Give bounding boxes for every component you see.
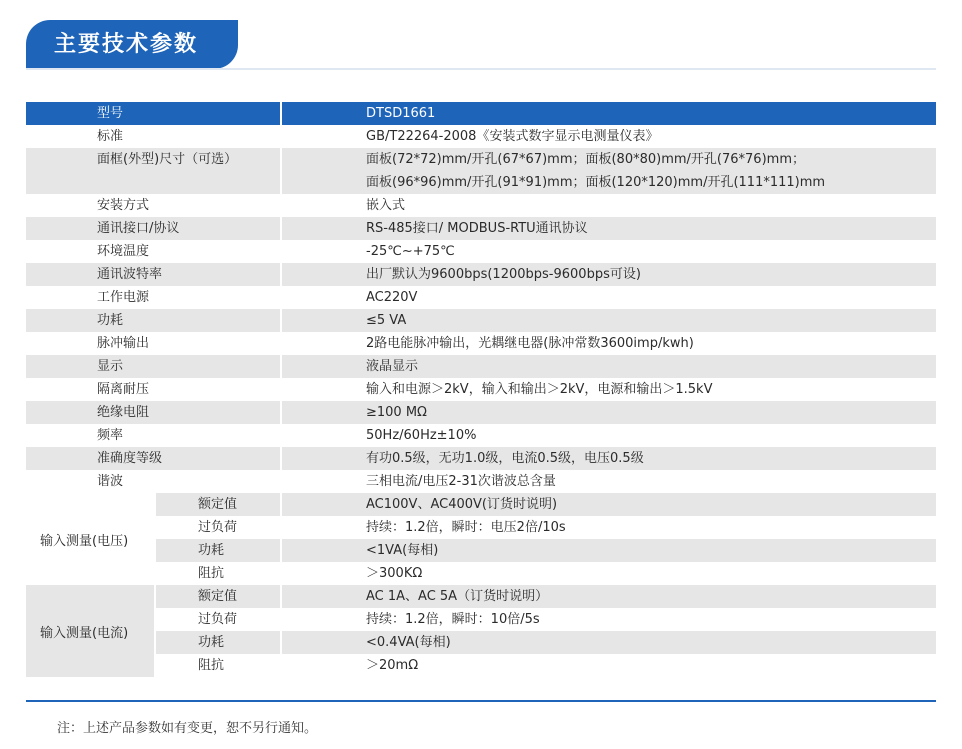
table-row bbox=[26, 217, 936, 240]
row-value: RS-485接口/ MODBUS-RTU通讯协议 bbox=[366, 221, 588, 236]
voltage-input-group bbox=[26, 493, 936, 585]
table-row bbox=[26, 125, 936, 148]
row-value: <1VA(每相) bbox=[366, 543, 439, 558]
table-row bbox=[156, 608, 936, 631]
row-value: ＞300KΩ bbox=[366, 566, 423, 581]
table-bottom-rule bbox=[26, 700, 936, 702]
row-key: 功耗 bbox=[156, 631, 282, 654]
row-key: 谐波 bbox=[97, 474, 124, 489]
row-value: 液晶显示 bbox=[366, 359, 419, 374]
table-row bbox=[26, 447, 936, 470]
table-row bbox=[26, 263, 936, 286]
table-row bbox=[26, 424, 936, 447]
header-value: DTSD1661 bbox=[366, 106, 436, 121]
table-row bbox=[26, 355, 936, 378]
row-value: 出厂默认为9600bps(1200bps-9600bps可设) bbox=[366, 267, 641, 282]
table-row bbox=[156, 562, 936, 585]
row-key: 功耗 bbox=[156, 539, 282, 562]
table-row bbox=[26, 240, 936, 263]
row-value: AC100V、AC400V(订货时说明) bbox=[366, 497, 558, 512]
header-key: 型号 bbox=[26, 102, 282, 125]
row-value: GB/T22264-2008《安装式数字显示电测量仪表》 bbox=[366, 129, 659, 144]
row-value: <0.4VA(每相) bbox=[366, 635, 451, 650]
section-title: 主要技术参数 bbox=[26, 20, 238, 69]
row-value: 嵌入式 bbox=[366, 198, 406, 213]
row-key: 标准 bbox=[26, 125, 282, 148]
row-value: ≥100 MΩ bbox=[366, 405, 427, 420]
title-underline bbox=[26, 68, 936, 70]
table-row bbox=[156, 516, 936, 539]
row-key: 环境温度 bbox=[26, 240, 282, 263]
group-label: 输入测量(电压) bbox=[26, 493, 156, 585]
group-label: 输入测量(电流) bbox=[26, 585, 156, 677]
table-row bbox=[156, 493, 936, 516]
row-key: 过负荷 bbox=[156, 608, 282, 631]
table-row bbox=[156, 539, 936, 562]
row-value: 有功0.5级，无功1.0级，电流0.5级，电压0.5级 bbox=[366, 451, 644, 466]
row-key: 过负荷 bbox=[156, 516, 282, 539]
table-row bbox=[26, 286, 936, 309]
table-row bbox=[156, 654, 936, 677]
table-row bbox=[26, 470, 936, 493]
row-value: ＞20mΩ bbox=[366, 658, 419, 673]
row-key: 阻抗 bbox=[156, 562, 282, 585]
table-row bbox=[26, 332, 936, 355]
table-row bbox=[156, 631, 936, 654]
row-value: -25℃~+75℃ bbox=[366, 244, 455, 259]
table-row bbox=[156, 585, 936, 608]
row-key: 绝缘电阻 bbox=[26, 401, 282, 424]
row-value: 持续：1.2倍，瞬时：10倍/5s bbox=[366, 612, 540, 627]
row-key: 脉冲输出 bbox=[26, 332, 282, 355]
footnote: 注：上述产品参数如有变更，恕不另行通知。 bbox=[57, 721, 318, 736]
row-value: 持续：1.2倍，瞬时：电压2倍/10s bbox=[366, 520, 566, 535]
row-key: 通讯波特率 bbox=[26, 263, 282, 286]
table-row bbox=[26, 309, 936, 332]
table-row bbox=[26, 401, 936, 424]
row-key: 准确度等级 bbox=[26, 447, 282, 470]
row-key: 工作电源 bbox=[26, 286, 282, 309]
table-row bbox=[26, 194, 936, 217]
row-value: 输入和电源＞2kV，输入和输出＞2kV，电源和输出＞1.5kV bbox=[366, 382, 713, 397]
row-key: 隔离耐压 bbox=[26, 378, 282, 401]
row-key: 安装方式 bbox=[26, 194, 282, 217]
table-row bbox=[26, 148, 936, 194]
row-value: 2路电能脉冲输出，光耦继电器(脉冲常数3600imp/kwh) bbox=[366, 336, 694, 351]
row-key: 面框(外型)尺寸（可选） bbox=[26, 148, 282, 194]
row-key: 显示 bbox=[26, 355, 282, 378]
row-key: 频率 bbox=[26, 424, 282, 447]
current-input-group bbox=[26, 585, 936, 677]
spec-table bbox=[26, 102, 936, 677]
row-key: 额定值 bbox=[156, 585, 282, 608]
row-key: 阻抗 bbox=[156, 654, 282, 677]
row-key: 通讯接口/协议 bbox=[26, 217, 282, 240]
table-header-row bbox=[26, 102, 936, 125]
table-row bbox=[26, 378, 936, 401]
row-value: 三相电流/电压2-31次谐波总含量 bbox=[366, 474, 556, 489]
row-value: AC 1A、AC 5A（订货时说明） bbox=[366, 589, 549, 604]
row-value: 50Hz/60Hz±10% bbox=[366, 428, 477, 443]
row-value: 面板(72*72)mm/开孔(67*67)mm；面板(80*80)mm/开孔(76*76)mm； 面板(96*96)mm/开孔(91*91)mm；面板(120*120)mm/开孔(111*111)mm bbox=[366, 152, 826, 190]
row-value: AC220V bbox=[366, 290, 418, 305]
row-key: 额定值 bbox=[156, 493, 282, 516]
row-key: 功耗 bbox=[26, 309, 282, 332]
row-value: ≤5 VA bbox=[366, 313, 407, 328]
